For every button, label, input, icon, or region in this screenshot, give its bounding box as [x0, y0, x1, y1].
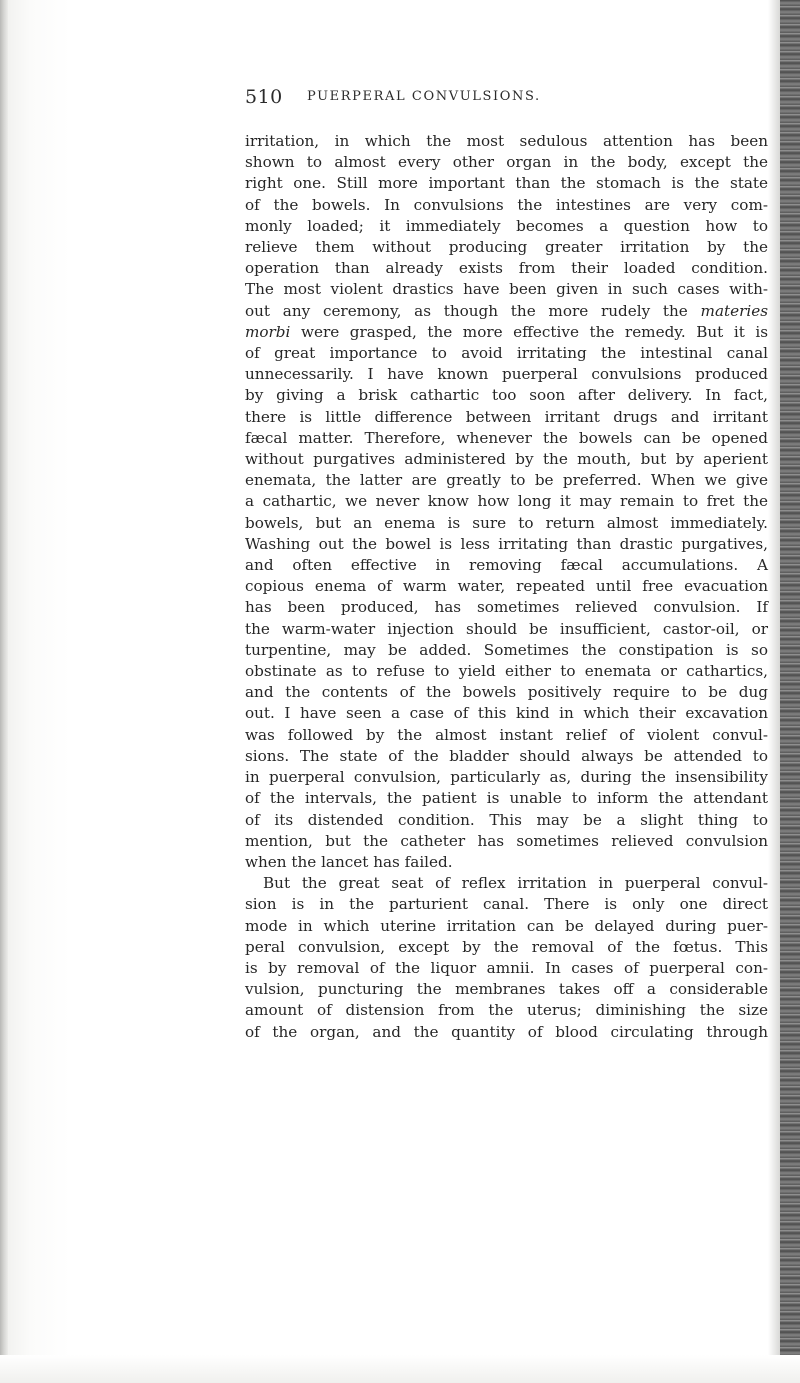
text-line: unnecessarily. I have known puerperal convulsions produced	[245, 365, 768, 384]
text-line: irritation, in which the most sedulous attention has been	[245, 132, 768, 150]
text-line: there is little difference between irritant drugs and irritant	[245, 407, 768, 426]
text-line: of the organ, and the quantity of blood circulating through	[245, 1022, 768, 1041]
text-line: a cathartic, we never know how long it may remain to fret the	[245, 492, 768, 511]
page-number: 510	[245, 86, 283, 108]
text-line: of the intervals, the patient is unable to inform the attendant	[245, 789, 768, 808]
text-line: and the contents of the bowels positively require to be dug	[245, 683, 768, 702]
body-text	[245, 131, 768, 1043]
text-line: relieve them without producing greater irritation by the	[245, 238, 768, 257]
page-gutter	[0, 0, 8, 1383]
text-line: of its distended condition. This may be a slight thing to	[245, 810, 768, 829]
page-edge	[780, 0, 800, 1383]
text-line: out. I have seen a case of this kind in which their excavation	[245, 704, 768, 723]
italic-term: materies	[700, 301, 768, 320]
text-line: peral convulsion, except by the removal of the fœtus. This	[245, 937, 768, 956]
text-line: sions. The state of the bladder should always be attended to	[245, 746, 768, 765]
text-line: vulsion, puncturing the membranes takes off a considerable	[245, 980, 768, 999]
text-line	[245, 322, 768, 343]
text-line: monly loaded; it immediately becomes a question how to	[245, 216, 768, 235]
text-line: operation than already exists from their loaded condition.	[245, 259, 768, 278]
text-line: of great importance to avoid irritating the intestinal canal	[245, 344, 768, 363]
text-line: of the bowels. In convulsions the intestines are very com-	[245, 195, 768, 214]
text-line: has been produced, has sometimes relieved convulsion. If	[245, 598, 768, 617]
text-line: But the great seat of reflex irritation in puerperal convul-	[263, 874, 768, 893]
text-line: turpentine, may be added. Sometimes the constipation is so	[245, 640, 768, 659]
text-line: sion is in the parturient canal. There is only one direct	[245, 895, 768, 914]
text-line: without purgatives administered by the mouth, but by aperient	[245, 450, 768, 469]
italic-term: morbi	[245, 322, 291, 341]
text-line: in puerperal convulsion, particularly as, during the insensibility	[245, 768, 768, 787]
text-line: fæcal matter. Therefore, whenever the bowels can be opened	[245, 428, 768, 447]
text-line: when the lancet has failed.	[245, 852, 453, 871]
text-line: mention, but the catheter has sometimes relieved convulsion	[245, 831, 768, 850]
text-line: was followed by the almost instant relief of violent convul-	[245, 725, 768, 744]
text-fragment: out any ceremony, as though the more rudely the	[245, 301, 701, 320]
text-line: mode in which uterine irritation can be delayed during puer-	[245, 916, 768, 935]
page-header	[245, 86, 765, 116]
text-line: The most violent drastics have been given in such cases with-	[245, 280, 768, 299]
text-line: obstinate as to refuse to yield either to enemata or cathartics,	[245, 662, 768, 681]
text-line: right one. Still more important than the stomach is the state	[245, 174, 768, 193]
page-edge-shadow	[768, 0, 780, 1383]
text-fragment: were grasped, the more effective the remedy. But it is	[300, 322, 768, 341]
text-line: Washing out the bowel is less irritating than drastic purgatives,	[245, 534, 768, 553]
running-title: PUERPERAL CONVULSIONS.	[307, 89, 541, 104]
text-line: bowels, but an enema is sure to return almost immediately.	[245, 513, 768, 532]
text-line: is by removal of the liquor amnii. In cases of puerperal con-	[245, 958, 768, 977]
text-line: and often effective in removing fæcal accumulations. A	[245, 556, 768, 575]
text-line: shown to almost every other organ in the body, except the	[245, 153, 768, 172]
text-line: the warm-water injection should be insufficient, castor-oil, or	[245, 619, 768, 638]
text-line: enemata, the latter are greatly to be preferred. When we give	[245, 471, 768, 490]
text-line: by giving a brisk cathartic too soon after delivery. In fact,	[245, 386, 768, 405]
text-line: amount of distension from the uterus; diminishing the size	[245, 1001, 768, 1020]
text-line	[245, 301, 768, 322]
page-bottom-edge	[0, 1355, 800, 1383]
text-line: copious enema of warm water, repeated until free evacuation	[245, 577, 768, 596]
